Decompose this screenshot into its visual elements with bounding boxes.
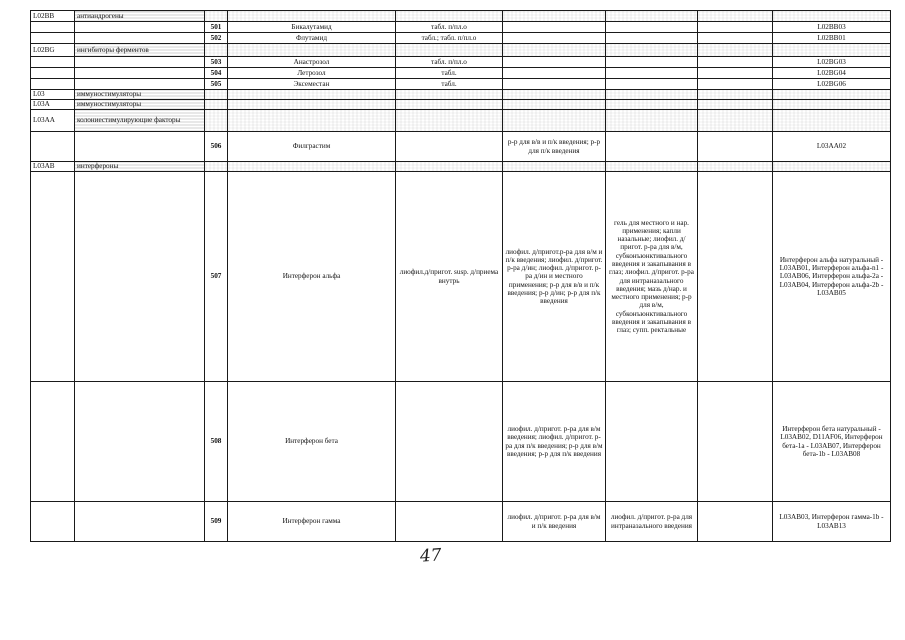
- other-form-cell: [606, 132, 698, 162]
- injection-form-cell: [503, 57, 606, 68]
- blank-cell: [698, 79, 773, 90]
- atc-group-code-cell: [31, 33, 75, 44]
- other-form-cell: [606, 44, 698, 57]
- row-number-cell: [205, 90, 228, 100]
- other-form-cell: [606, 33, 698, 44]
- atc-group-code-cell: [31, 22, 75, 33]
- blank-cell: [698, 33, 773, 44]
- dosage-form-cell: [396, 100, 503, 110]
- atc-group-code-cell: [31, 132, 75, 162]
- row-number-cell: 506: [205, 132, 228, 162]
- atc-group-code-cell: L03AB: [31, 162, 75, 172]
- atc-group-name-cell: иммуностимуляторы: [75, 100, 205, 110]
- page-number: 47: [419, 545, 443, 567]
- blank-cell: [698, 44, 773, 57]
- dosage-form-cell: [396, 110, 503, 132]
- group-row: [31, 44, 891, 57]
- row-number-cell: 509: [205, 502, 228, 542]
- row-number-cell: [205, 11, 228, 22]
- drug-row: [31, 132, 891, 162]
- dosage-form-cell: [396, 132, 503, 162]
- atc-group-name-cell: антиандрогены: [75, 11, 205, 22]
- drug-row: [31, 22, 891, 33]
- atc-code-cell: L03AB03, Интерферон гамма-1b - L03AB13: [773, 502, 891, 542]
- atc-group-name-cell: [75, 22, 205, 33]
- atc-code-cell: L02BB03: [773, 22, 891, 33]
- dosage-form-cell: [396, 382, 503, 502]
- blank-cell: [698, 172, 773, 382]
- dosage-form-cell: табл.; табл. п/пл.о: [396, 33, 503, 44]
- row-number-cell: 504: [205, 68, 228, 79]
- atc-code-cell: L02BG04: [773, 68, 891, 79]
- group-row: [31, 162, 891, 172]
- drug-name-cell: Флутамид: [228, 33, 396, 44]
- atc-group-code-cell: L03: [31, 90, 75, 100]
- row-number-cell: 502: [205, 33, 228, 44]
- drug-name-cell: [228, 162, 396, 172]
- atc-group-name-cell: [75, 132, 205, 162]
- row-number-cell: 505: [205, 79, 228, 90]
- other-form-cell: гель для местного и нар. применения; капли назальные; лиофил. д/пригот. р-ра для в/м, субконъюнктивального введения и закапывания в глаз; лиофил. д/пригот. р-ра для интраназального введения; мазь д/нар. и местного применения; р-р для в/м, субконъюнктивального введения и закапывания в глаз; супп. ректальные: [606, 172, 698, 382]
- drug-name-cell: Филграстим: [228, 132, 396, 162]
- injection-form-cell: [503, 79, 606, 90]
- atc-group-code-cell: [31, 382, 75, 502]
- atc-code-cell: [773, 110, 891, 132]
- atc-group-name-cell: [75, 382, 205, 502]
- dosage-form-cell: [396, 44, 503, 57]
- injection-form-cell: р-р для в/в и п/к введения; р-р для п/к введения: [503, 132, 606, 162]
- other-form-cell: [606, 22, 698, 33]
- drug-name-cell: [228, 110, 396, 132]
- atc-group-code-cell: L02BB: [31, 11, 75, 22]
- dosage-form-cell: [396, 11, 503, 22]
- row-number-cell: [205, 162, 228, 172]
- drug-name-cell: Анастрозол: [228, 57, 396, 68]
- injection-form-cell: лиофил. д/пригот. р-ра для в/м и п/к введения: [503, 502, 606, 542]
- atc-group-code-cell: [31, 502, 75, 542]
- other-form-cell: [606, 90, 698, 100]
- table-body: [31, 11, 891, 542]
- drug-name-cell: Эксеместан: [228, 79, 396, 90]
- row-number-cell: 508: [205, 382, 228, 502]
- other-form-cell: [606, 110, 698, 132]
- drug-name-cell: [228, 44, 396, 57]
- atc-code-cell: L02BG03: [773, 57, 891, 68]
- blank-cell: [698, 100, 773, 110]
- row-number-cell: [205, 110, 228, 132]
- blank-cell: [698, 68, 773, 79]
- injection-form-cell: [503, 22, 606, 33]
- drug-row: [31, 502, 891, 542]
- drug-name-cell: Летрозол: [228, 68, 396, 79]
- blank-cell: [698, 90, 773, 100]
- drug-name-cell: [228, 100, 396, 110]
- group-row: [31, 110, 891, 132]
- dosage-form-cell: [396, 502, 503, 542]
- atc-code-cell: L03AA02: [773, 132, 891, 162]
- other-form-cell: [606, 162, 698, 172]
- drug-name-cell: [228, 90, 396, 100]
- injection-form-cell: [503, 33, 606, 44]
- row-number-cell: [205, 100, 228, 110]
- atc-group-name-cell: иммуностимуляторы: [75, 90, 205, 100]
- atc-group-code-cell: L02BG: [31, 44, 75, 57]
- other-form-cell: [606, 100, 698, 110]
- atc-group-name-cell: интерфероны: [75, 162, 205, 172]
- atc-group-name-cell: [75, 33, 205, 44]
- row-number-cell: 507: [205, 172, 228, 382]
- group-row: [31, 11, 891, 22]
- injection-form-cell: [503, 110, 606, 132]
- dosage-form-cell: табл.: [396, 79, 503, 90]
- other-form-cell: лиофил. д/пригот. р-ра для интраназального введения: [606, 502, 698, 542]
- atc-code-cell: [773, 11, 891, 22]
- atc-code-cell: [773, 100, 891, 110]
- drug-row: [31, 79, 891, 90]
- drug-row: [31, 57, 891, 68]
- injection-form-cell: [503, 44, 606, 57]
- atc-group-code-cell: [31, 57, 75, 68]
- atc-group-name-cell: [75, 57, 205, 68]
- other-form-cell: [606, 382, 698, 502]
- atc-group-name-cell: ингибиторы ферментов: [75, 44, 205, 57]
- dosage-form-cell: табл. п/пл.о: [396, 57, 503, 68]
- injection-form-cell: [503, 162, 606, 172]
- dosage-form-cell: лиофил.д/пригот. susp. д/приема внутрь: [396, 172, 503, 382]
- blank-cell: [698, 502, 773, 542]
- drug-row: [31, 382, 891, 502]
- blank-cell: [698, 57, 773, 68]
- atc-code-cell: [773, 162, 891, 172]
- atc-group-code-cell: L03A: [31, 100, 75, 110]
- blank-cell: [698, 11, 773, 22]
- dosage-form-cell: [396, 90, 503, 100]
- row-number-cell: 503: [205, 57, 228, 68]
- atc-group-code-cell: [31, 79, 75, 90]
- other-form-cell: [606, 11, 698, 22]
- dosage-form-cell: табл. п/пл.о: [396, 22, 503, 33]
- atc-group-name-cell: [75, 172, 205, 382]
- dosage-form-cell: табл.: [396, 68, 503, 79]
- other-form-cell: [606, 57, 698, 68]
- atc-group-code-cell: [31, 172, 75, 382]
- injection-form-cell: [503, 68, 606, 79]
- injection-form-cell: лиофил. д/пригот.р-ра для в/м и п/к введения; лиофил. д/пригот. р-ра д/ин; лиофил. д/пригот. р-ра д/ин и местного применения; р-р для в/в и п/к введения; р-р д/ин; р-р для п/к введения: [503, 172, 606, 382]
- injection-form-cell: лиофил. д/пригот. р-ра для в/м введения; лиофил. д/пригот. р-ра для п/к введения; р-р для в/м введения; р-р для п/к введения: [503, 382, 606, 502]
- atc-code-cell: [773, 90, 891, 100]
- atc-code-cell: [773, 44, 891, 57]
- atc-group-code-cell: [31, 68, 75, 79]
- atc-group-name-cell: [75, 79, 205, 90]
- atc-code-cell: L02BB01: [773, 33, 891, 44]
- group-row: [31, 90, 891, 100]
- blank-cell: [698, 162, 773, 172]
- atc-code-cell: L02BG06: [773, 79, 891, 90]
- drug-name-cell: Бикалутамид: [228, 22, 396, 33]
- atc-group-code-cell: L03AA: [31, 110, 75, 132]
- group-row: [31, 100, 891, 110]
- drug-row: [31, 33, 891, 44]
- drug-row: [31, 68, 891, 79]
- drug-name-cell: Интерферон бета: [228, 382, 396, 502]
- injection-form-cell: [503, 100, 606, 110]
- atc-group-name-cell: [75, 502, 205, 542]
- drug-registry-table: [30, 10, 891, 542]
- drug-name-cell: Интерферон гамма: [228, 502, 396, 542]
- drug-name-cell: [228, 11, 396, 22]
- other-form-cell: [606, 68, 698, 79]
- atc-code-cell: Интерферон бета натуральный - L03AB02, D11AF06, Интерферон бета-1а - L03AB07, Интерферон бета-1b - L03AB08: [773, 382, 891, 502]
- atc-group-name-cell: [75, 68, 205, 79]
- drug-row: [31, 172, 891, 382]
- blank-cell: [698, 132, 773, 162]
- atc-group-name-cell: колониестимулирующие факторы: [75, 110, 205, 132]
- injection-form-cell: [503, 90, 606, 100]
- row-number-cell: [205, 44, 228, 57]
- row-number-cell: 501: [205, 22, 228, 33]
- drug-name-cell: Интерферон альфа: [228, 172, 396, 382]
- blank-cell: [698, 22, 773, 33]
- atc-code-cell: Интерферон альфа натуральный - L03AB01, Интерферон альфа-n1 - L03AB06, Интерферон альфа-2а - L03AB04, Интерферон альфа-2b - L03AB05: [773, 172, 891, 382]
- injection-form-cell: [503, 11, 606, 22]
- other-form-cell: [606, 79, 698, 90]
- blank-cell: [698, 382, 773, 502]
- blank-cell: [698, 110, 773, 132]
- dosage-form-cell: [396, 162, 503, 172]
